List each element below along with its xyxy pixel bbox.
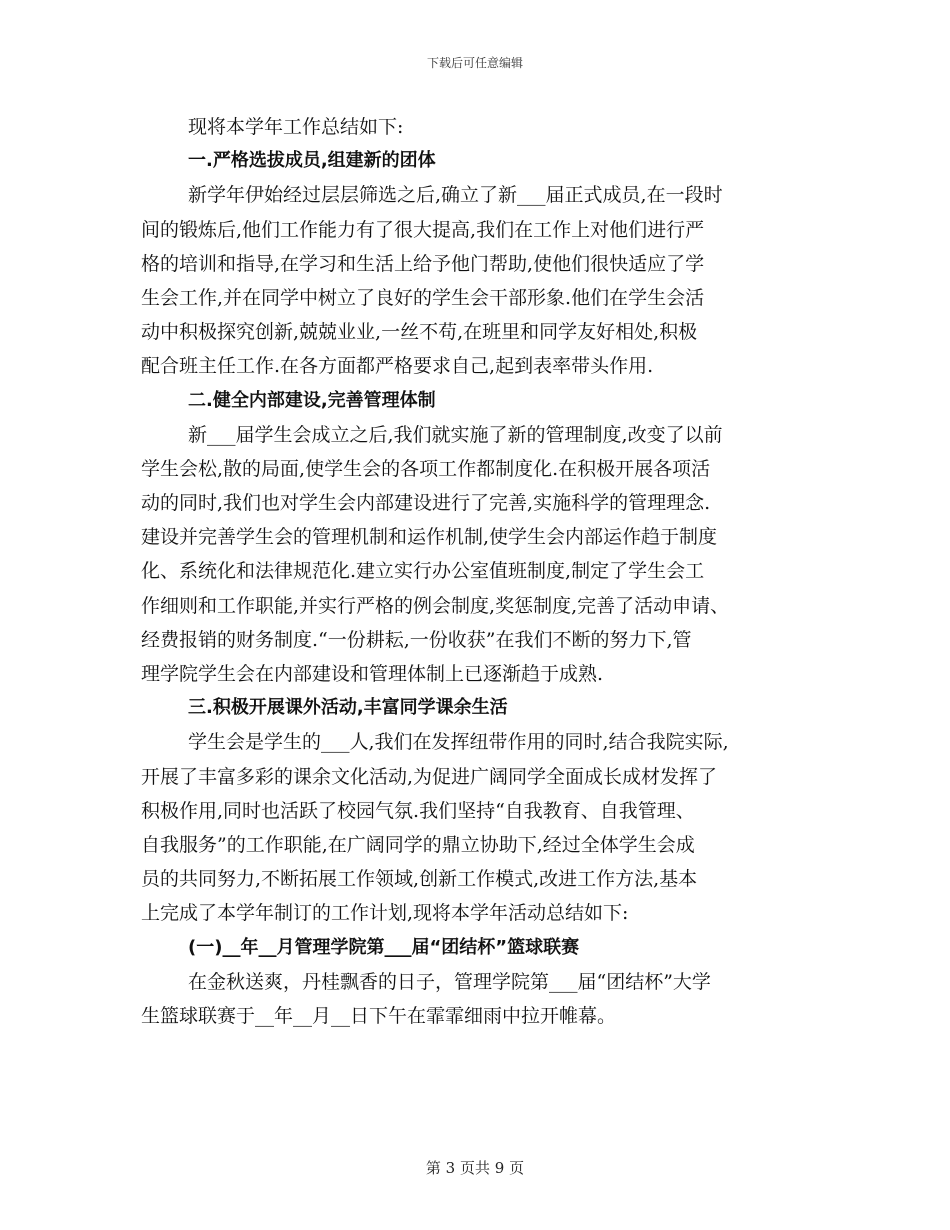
page-header: 下载后可任意编辑 — [426, 56, 523, 70]
paragraph-line: 生会工作,并在同学中树立了良好的学生会干部形象.他们在学生会活 — [141, 286, 705, 309]
paragraph-line: 动的同时,我们也对学生会内部建设进行了完善,实施科学的管理理念. — [141, 492, 711, 515]
paragraph-line: 现将本学年工作总结如下: — [188, 116, 404, 138]
section-heading: 一.严格选拔成员,组建新的团体 — [188, 150, 436, 172]
paragraph-line: 配合班主任工作.在各方面都严格要求自己,起到表率带头作用. — [141, 355, 654, 378]
paragraph-line: 理学院学生会在内部建设和管理体制上已逐渐趋于成熟. — [141, 663, 604, 685]
paragraph-line: 间的锻炼后,他们工作能力有了很大提高,我们在工作上对他们进行严 — [141, 218, 705, 241]
paragraph-line: 上完成了本学年制订的工作计划,现将本学年活动总结如下: — [141, 902, 629, 925]
paragraph-line: 动中积极探究创新,兢兢业业,一丝不苟,在班里和同学友好相处,积极 — [141, 321, 698, 344]
paragraph-line: 化、系统化和法律规范化.建立实行办公室值班制度,制定了学生会工 — [141, 560, 705, 583]
paragraph-line: 在金秋送爽，丹桂飘香的日子，管理学院第___届“团结杯”大学 — [188, 970, 711, 993]
paragraph-line: 新学年伊始经过层层筛选之后,确立了新___届正式成员,在一段时 — [188, 184, 723, 207]
paragraph-line: 学生会松,散的局面,使学生会的各项工作都制度化.在积极开展各项活 — [141, 457, 711, 480]
paragraph-line: 建设并完善学生会的管理机制和运作机制,使学生会内部运作趋于制度 — [141, 526, 718, 549]
paragraph-line: 员的共同努力,不断拓展工作领域,创新工作模式,改进工作方法,基本 — [141, 868, 698, 891]
paragraph-line: 新___届学生会成立之后,我们就实施了新的管理制度,改变了以前 — [188, 423, 723, 446]
paragraph-line: 格的培训和指导,在学习和生活上给予他门帮助,使他们很快适应了学 — [141, 252, 705, 275]
document-body — [141, 110, 815, 1033]
section-heading: 三.积极开展课外活动,丰富同学课余生活 — [188, 697, 508, 719]
section-heading: (一)__年__月管理学院第___届“团结杯”篮球联赛 — [188, 936, 580, 958]
paragraph-line: 积极作用,同时也活跃了校园气氛.我们坚持“自我教育、自我管理、 — [141, 799, 695, 822]
paragraph-line: 自我服务”的工作职能,在广阔同学的鼎立协助下,经过全体学生会成 — [141, 833, 695, 856]
paragraph-line: 学生会是学生的___人,我们在发挥纽带作用的同时,结合我院实际, — [188, 731, 729, 754]
page-footer: 第 3 页共 9 页 — [425, 1159, 525, 1177]
paragraph-line: 开展了丰富多彩的课余文化活动,为促进广阔同学全面成长成材发挥了 — [141, 765, 718, 788]
paragraph-line: 经费报销的财务制度.“一份耕耘,一份收获”在我们不断的努力下,管 — [141, 628, 692, 651]
paragraph-line: 作细则和工作职能,并实行严格的例会制度,奖惩制度,完善了活动申请、 — [141, 594, 730, 617]
paragraph-line: 生篮球联赛于__年__月__日下午在霏霏细雨中拉开帷幕。 — [141, 1004, 617, 1027]
section-heading: 二.健全内部建设,完善管理体制 — [188, 389, 436, 411]
